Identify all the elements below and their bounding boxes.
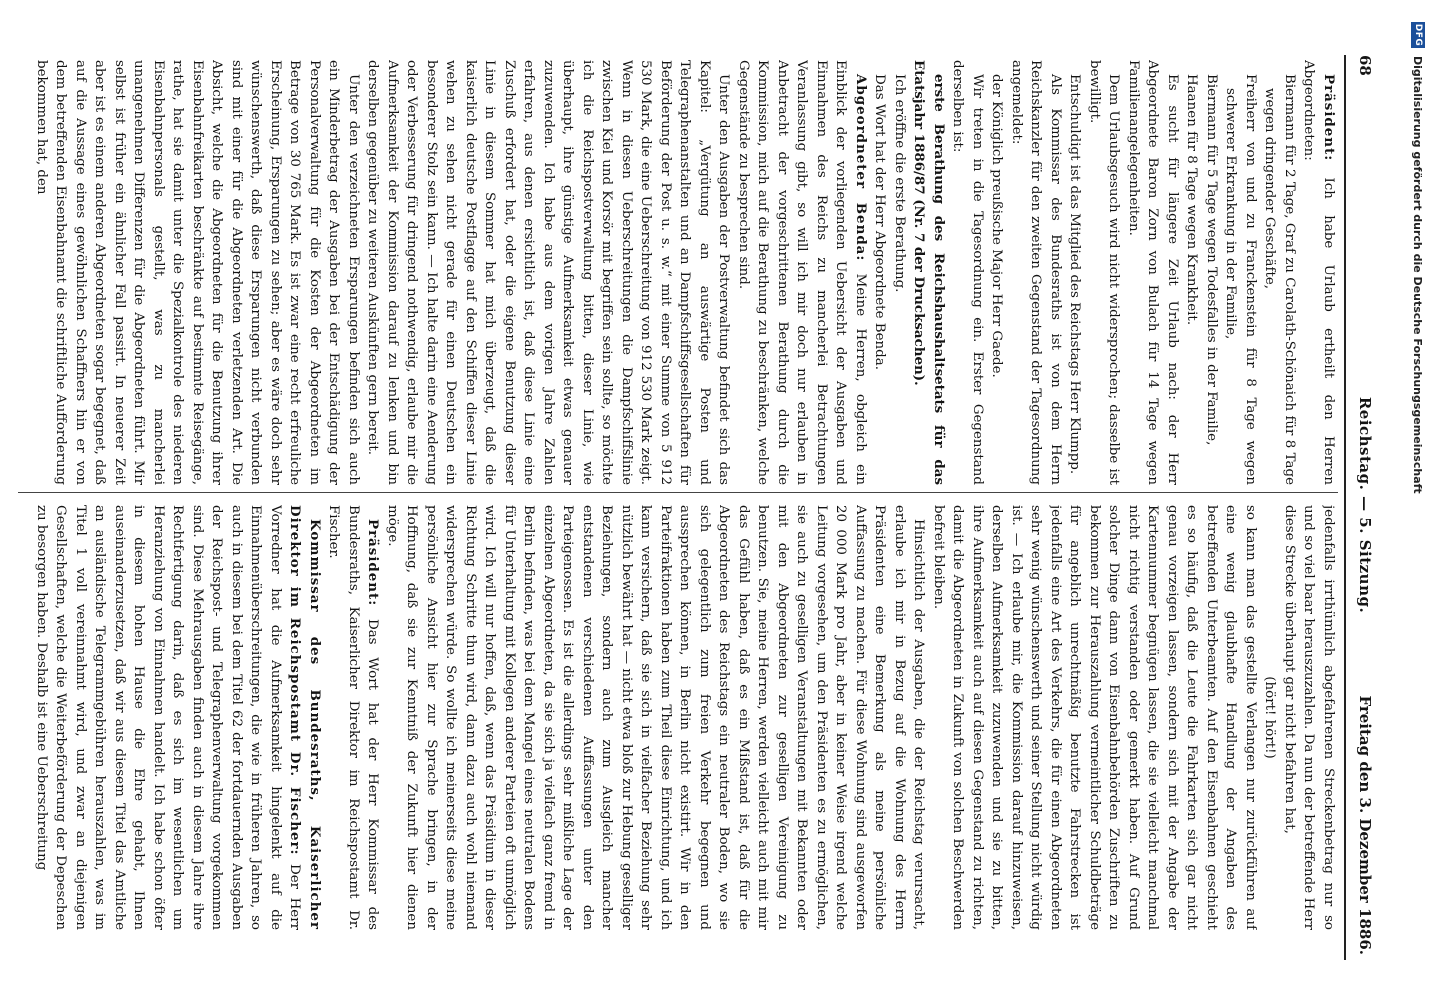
speech-text: Meine Herren, obgleich ein Einblick der vorliegenden Uebersicht der Ausgaben und Einnahmen des Reichs zu mancherlei Betrachtungen Veranlassung gibt, so will ich mir doch nur erlauben in Anbetracht der vorgeschrittenen Berathung durch die Kommission, mich auf die Berathung zu beschränken, welche Gegenstände zu besprechen sind. [736,60,868,485]
left-column [18,60,1338,485]
text-paragraph: Das Wort hat der Herr Abgeordnete Benda. [872,74,888,370]
speech-paragraph [32,505,325,930]
speaker-name: Präsident: [1321,74,1337,162]
digitization-credit: Digitalisierung gefördert durch die Deutsche Forschungsgemeinschaft [1411,56,1425,494]
text-paragraph: jedenfalls irrthümlich abgefahrenen Streckenbetrag nur so und so viel baar herauszuzahlen. Da nun der betreffende Herr diese Strecke überhaupt gar nicht befahren hat, [1282,505,1336,930]
session-date: Freitag den 3. Dezember 1886. [1356,695,1374,955]
column-divider [18,492,1338,493]
leave-list-item: Biermann für 2 Tage, Graf zu Carolath-Schönaich für 8 Tage wegen dringender Geschäfte, [1262,74,1297,485]
text-paragraph: Dem Urlaubsgesuch wird nicht widersprochen; dasselbe ist bewilligt. [1087,60,1122,485]
speech-paragraph [1299,60,1338,485]
digitization-credit-strip [1404,0,1432,1000]
text-paragraph: Als Kommissar des Bundesraths ist von dem Herrn Reichskanzler für den zweiten Gegenstand der Tagesordnung angemeldet: [1009,60,1063,485]
speech-text: Der Herr Vorredner hat die Aufmerksamkeit hingelenkt auf die Einnahmenüberschreitungen, die wie in früheren Jahren, so auch in diesem bei dem Titel 62 der fortdauernden Ausgaben der Reichspost- und Telegraphenverwaltung vorgekommen sind. Diese Mehrausgaben finden auch in diesem Jahre ihre Rechtfertigung darin, daß es sich im wesentlichen um Heranziehung von Einnahmen handelt. Ich habe schon öfter in diesem hohen Hause die Ehre gehabt, Ihnen auseinanderzusetzen, daß wir aus diesem Titel das Amtliche an ausländische Telegrammgebühren herauszahlen, was im Titel 1 voll vereinnahmt wird, und zwar an diejenigen Gesellschaften, welche die Weiterbeförderung der Depeschen zu besorgen haben. Deshalb ist eine Ueberschreitung [34,505,303,930]
speaker-name: Präsident: [365,519,382,607]
text-paragraph: Wir treten in die Tagesordnung ein. Erster Gegenstand derselben ist: [950,60,985,485]
leave-list-item: Haanen für 8 Tage wegen Krankheit. [1184,74,1200,326]
page-header [1348,55,1374,955]
dfg-logo-icon: DFG [1413,23,1423,47]
speech-text: Ich habe Urlaub ertheilt den Herren Abgeordneten: [1301,60,1336,485]
speech-text: Das Wort hat der Herr Kommissar des Bundesraths, Kaiserlicher Direktor im Reichspostamt Dr. Fischer. [326,505,381,930]
text-paragraph: Es sucht für längere Zeit Urlaub nach: der Herr Abgeordnete Baron Zorn von Bulach für 14 Tage wegen Familienangelegenheiten. [1126,60,1180,485]
text-paragraph: der Königlich preußische Major Herr Gaede. [989,74,1005,378]
text-paragraph: Hinsichtlich der Ausgaben, die der Reichstag verursacht, erlaube ich mir in Bezug auf die Wohnung des Herrn Präsidenten eine Bemerkung als meine persönliche Auffassung zu machen. Für diese Wohnung sind ausgeworfen 20 000 Mark pro Jahr, aber in keiner Weise irgend welche Leitung vorgesehen, um den Präsidenten es zu ermöglichen, sie auch zu geselligen Veranstaltungen mit Bekannten oder mit den Abgeordneten zur geselligen Vereinigung zu benutzen. Sie, meine Herren, werden vielleicht auch mit mir das Gefühl haben, daß es ein Mißstand ist, daß für die Abgeordneten des Reichstags ein neutraler Boden, wo sie sich gelegentlich zum freien Verkehr begegnen und aussprechen können, in Berlin nicht existirt. Wir in den Parteifraktionen haben zum Theil diese Einrichtung, und ich kann versichern, daß sie sich in vielfacher Beziehung sehr nützlich bewährt hat — nicht etwa bloß zur Hebung geselliger Beziehungen, sondern auch zum Ausgleich mancher entstandenen verschiedenen Auffassungen unter den Parteigenossen. Es ist die allerdings sehr mißliche Lage der einzelnen Abgeordneten, da sie sich ja vielfach ganz fremd in Berlin befinden, was bei dem Mangel eines neutralen Bodens für Unterhaltung mit Kollegen anderer Parteien oft unmöglich wird. Ich will nur hoffen, daß, wenn das Präsidium in dieser Richtung Schritte thun wird, dann dazu auch wohl niemand widersprechen würde. So wollte ich meinerseits diese meine persönliche Ansicht hier zur Sprache bringen, in der Hoffnung, daß sie zur Kenntniß der Zukunft hier dienen möge. [385,505,927,930]
text-paragraph: Entschuldigt ist das Mitglied des Reichstags Herr Klumpp. [1067,74,1083,475]
speech-paragraph [734,60,871,485]
page-number: 68 [1356,55,1374,76]
text-paragraph: so kann man das gestellte Verlangen nur zurückführen auf eine wenig glaubhafte Handlung der Angaben des betreffenden Unterbeamten. Auf den Eisenbahnen geschieht es so häufig, daß die Leute die Fahrkarten sich gar nicht genau vorzeigen lassen, sondern sich mit der Angabe der Kartennummer begnügen lassen, die sie vielleicht manchmal nicht richtig verstanden oder gemerkt haben. Auf Grund solcher Dinge dann von Eisenbahnbehörden Zuschriften zu bekommen zur Herauszahlung vermeintlicher Schuldbeträge für angeblich unrechtmäßig benutzte Fahrstrecken ist jedenfalls eine Art des Verkehrs, die für einen Abgeordneten sehr wenig wünschenswerth und seiner Stellung nicht würdig ist. — Ich erlaube mir, die Kommission darauf hinzuweisen, derselben Aufmerksamkeit zuzuwenden und sie zu bitten, ihre Aufmerksamkeit auch auf diesen Gegenstand zu richten, damit die Abgeordneten in Zukunft von solchen Beschwerden befreit bleiben. [931,505,1258,930]
text-paragraph: Ich eröffne die erste Berathung. [892,74,907,293]
text-paragraph: Unter den verzeichneten Ersparungen befinden sich auch ein Minderbetrag der Ausgaben bei der Entschädigung der Personalverwaltung für die Kosten der Abgeordneten im Betrage von 30 765 Mark. Es ist zwar eine recht erfreuliche Erscheinung, Ersparungen zu sehen; aber es wäre doch sehr wünschenswerth, daß diese Ersparungen nicht verbunden sind mit einer für die Abgeordneten verletzenden Art. Die Absicht, welche die Abgeordneten für die Benutzung ihrer Eisenbahnfreikarten beschränkte auf bestimmte Reisegänge, rathe, hat sie damit unter die Spezialkontrole des niederen Eisenbahnpersonals gestellt, was zu mancherlei unangenehmen Differenzen für die Abgeordneten führt. Mir selbst ist früher ein ähnlicher Fall passirt. In neuerer Zeit aber ist es einem anderen Abgeordneten sogar begegnet, daß auf die Aussage eines gewöhnlichen Schaffners hin er von dem betreffenden Eisenbahnamt die schriftliche Aufforderung bekommen hat, den [34,60,361,485]
running-title: Reichstag. — 5. Sitzung. [1356,396,1374,614]
speech-paragraph [324,505,383,930]
header-rule [1344,55,1346,960]
speaker-name: Kommissar des Bundesraths, Kaiserlicher Direktor im Reichspostamt Dr. Fischer: [287,505,323,930]
right-column [18,505,1338,930]
speaker-name: Abgeordneter Benda: [853,74,869,262]
leave-list-item: Biermann für 5 Tage wegen Todesfalles in der Familie, [1204,74,1219,446]
interjection: (hört! hört!) [1262,676,1278,759]
leave-list-item: Freiherr von und zu Franckenstein für 8 Tage wegen schwerer Erkrankung in der Familie, [1223,74,1258,485]
agenda-item: erste Berathung des Reichshaushaltsetats für das Etatsjahr 1886/87 (Nr. 7 der Drucksachen). [911,60,947,485]
text-paragraph: Unter den Ausgaben der Postverwaltung befindet sich das Kapitel: „Vergütung an auswärtige Posten und Telegraphenanstalten und an Dampfschiffsgesellschaften für Beförderung der Post u. s. w.“ mit einer Summe von 5 912 530 Mark, die eine Ueberschreitung von 912 530 Mark zeigt. Wenn in diesen Ueberschreitungen die Dampfschiffslinie zwischen Kiel und Korsör mit begriffen sein sollte, so möchte ich die Reichspostverwaltung bitten, dieser Linie, wie überhaupt, ihre günstige Aufmerksamkeit etwas genauer zuzuwenden. Ich habe aus dem vorigen Jahre Zahlen erfahren, aus denen ersichtlich ist, daß diese Linie eine Zuschuß erfordert hat, oder die eigene Benutzung dieser Linie in diesem Sommer hat mich überzeugt, daß die kaiserlich deutsche Postflagge auf den Schiffen dieser Linie wehen zu sehen nicht gerade für einen Deutschen ein besonderer Stolz sein kann. — Ich halte darin eine Aenderung oder Verbesserung für dringend nothwendig, erlaube mir die Aufmerksamkeit der Kommission darauf zu lenken und bin derselben gegenüber zu weiteren Auskünften gern bereit. [365,60,732,485]
